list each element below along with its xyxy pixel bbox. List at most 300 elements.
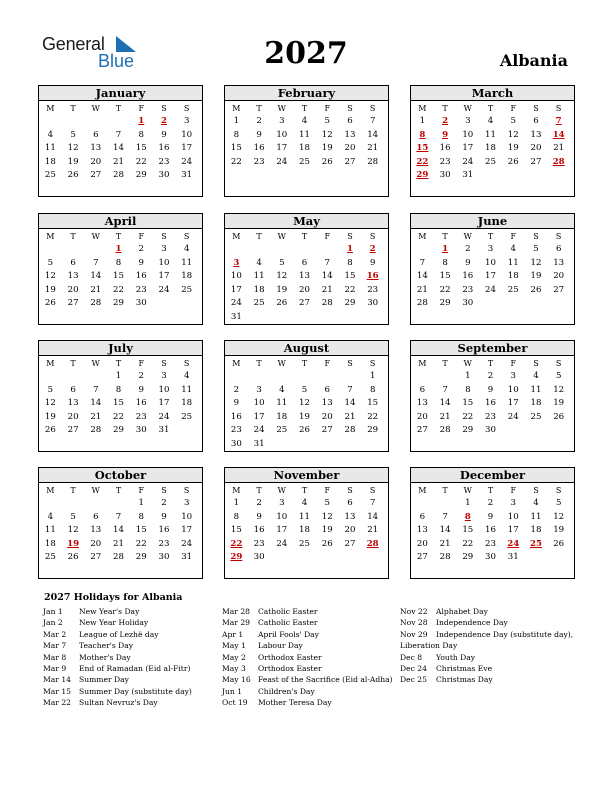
holiday-name: Orthodox Easter xyxy=(258,652,322,662)
month-name: October xyxy=(39,468,202,483)
day-cell: 14 xyxy=(439,398,451,408)
day-cell: 24 xyxy=(181,538,193,549)
day-cell: 13 xyxy=(90,143,102,153)
day-cell: 29 xyxy=(367,425,379,435)
day-cell: 27 xyxy=(530,156,542,167)
weekday-label: S xyxy=(161,359,167,368)
weekday-label: S xyxy=(347,486,353,495)
day-cell: 10 xyxy=(276,511,288,522)
day-cell: 29 xyxy=(439,298,451,308)
empty-day-cell xyxy=(293,370,316,384)
holiday-date: May 2 xyxy=(222,652,246,662)
day-cell: 13 xyxy=(67,271,79,281)
day-cell: 26 xyxy=(530,284,542,295)
day-cell: 26 xyxy=(44,425,56,435)
day-cell: 10 xyxy=(158,384,170,395)
holiday-day-cell: 7 xyxy=(555,116,562,126)
week-row xyxy=(39,297,202,311)
day-cell: 28 xyxy=(439,425,451,435)
day-cell: 16 xyxy=(485,525,496,535)
week-row xyxy=(225,142,388,156)
day-cell: 5 xyxy=(510,116,516,126)
day-cell: 4 xyxy=(510,244,516,254)
day-cell: 9 xyxy=(256,511,262,522)
weekday-label: F xyxy=(510,486,517,495)
day-cell: 12 xyxy=(67,525,79,535)
week-row xyxy=(225,311,388,325)
day-cell: 4 xyxy=(487,116,494,126)
day-cell: 18 xyxy=(181,271,193,281)
empty-day-cell xyxy=(502,169,525,183)
week-row xyxy=(411,411,574,425)
day-cell: 4 xyxy=(256,257,262,268)
day-cell: 22 xyxy=(135,156,147,167)
weekday-label: T xyxy=(442,232,448,241)
holiday-date: Jan 2 xyxy=(43,618,63,628)
day-cell: 23 xyxy=(485,411,496,422)
week-row xyxy=(411,524,574,538)
holiday-day-cell: 19 xyxy=(67,538,80,549)
day-cell: 21 xyxy=(344,411,356,422)
empty-day-cell xyxy=(547,551,570,565)
month-name: January xyxy=(39,86,202,101)
day-cell: 17 xyxy=(181,143,193,153)
day-cell: 25 xyxy=(485,156,496,167)
day-cell: 21 xyxy=(367,525,379,535)
day-cell: 21 xyxy=(113,538,124,549)
day-cell: 4 xyxy=(183,371,190,381)
holiday-day-cell: 1 xyxy=(138,116,145,126)
weekday-label: T xyxy=(115,486,122,495)
weekday-label: S xyxy=(369,104,376,113)
holiday-date: Mar 29 xyxy=(222,618,251,628)
weekday-label: T xyxy=(301,232,308,241)
day-cell: 24 xyxy=(158,284,170,295)
weekday-label: W xyxy=(463,486,472,495)
day-cell: 25 xyxy=(299,156,310,167)
holiday-day-cell: 29 xyxy=(230,552,243,562)
day-cell: 9 xyxy=(138,257,144,268)
week-row xyxy=(39,142,202,156)
day-cell: 14 xyxy=(344,398,356,408)
day-cell: 23 xyxy=(462,284,474,295)
day-cell: 23 xyxy=(135,284,147,295)
empty-day-cell xyxy=(293,438,316,452)
holiday-date: Mar 28 xyxy=(222,607,251,616)
day-cell: 5 xyxy=(324,116,330,126)
weekday-label: T xyxy=(442,486,448,495)
day-cell: 9 xyxy=(161,129,167,140)
empty-day-cell xyxy=(270,551,293,565)
month-name: June xyxy=(411,214,574,229)
day-cell: 5 xyxy=(70,129,76,140)
day-cell: 13 xyxy=(299,271,310,281)
week-row xyxy=(411,384,574,398)
day-cell: 27 xyxy=(90,552,102,562)
day-cell: 22 xyxy=(113,284,124,295)
day-cell: 28 xyxy=(90,298,102,308)
day-cell: 18 xyxy=(530,398,542,408)
day-cell: 21 xyxy=(439,538,451,549)
weekday-label: W xyxy=(91,104,100,113)
holidays-title: 2027 Holidays for Albania xyxy=(44,592,183,603)
day-cell: 20 xyxy=(321,411,333,422)
weekday-label: M xyxy=(232,104,241,113)
day-cell: 21 xyxy=(416,284,428,295)
holiday-name: Orthodox Easter xyxy=(258,663,322,673)
weekday-label: M xyxy=(232,486,241,495)
week-row xyxy=(225,524,388,538)
empty-day-cell xyxy=(479,169,502,183)
day-cell: 23 xyxy=(158,538,170,549)
weekday-label: M xyxy=(418,359,427,368)
week-row xyxy=(225,384,388,398)
day-cell: 16 xyxy=(439,143,451,153)
day-cell: 16 xyxy=(485,398,496,408)
empty-day-cell xyxy=(39,115,62,129)
day-cell: 14 xyxy=(439,525,451,535)
day-cell: 15 xyxy=(439,271,451,281)
holiday-entry xyxy=(222,617,393,628)
empty-day-cell xyxy=(339,438,362,452)
day-cell: 3 xyxy=(161,244,167,254)
weekday-label: M xyxy=(418,486,427,495)
day-cell: 5 xyxy=(324,498,330,508)
day-cell: 12 xyxy=(299,398,310,408)
day-cell: 13 xyxy=(530,129,542,140)
holiday-name: Children's Day xyxy=(258,686,315,696)
day-cell: 22 xyxy=(462,411,474,422)
holiday-entry xyxy=(222,606,393,617)
holiday-date: Mar 8 xyxy=(43,652,67,662)
holiday-entry xyxy=(43,629,192,640)
weekday-label: F xyxy=(138,232,145,241)
day-cell: 17 xyxy=(158,271,170,281)
day-cell: 21 xyxy=(553,143,565,153)
day-cell: 6 xyxy=(93,129,99,140)
weekday-label: F xyxy=(510,104,517,113)
day-cell: 24 xyxy=(485,284,496,295)
day-cell: 21 xyxy=(321,284,333,295)
weekday-label: W xyxy=(91,232,100,241)
empty-day-cell xyxy=(248,370,271,384)
empty-day-cell xyxy=(62,243,85,257)
day-cell: 20 xyxy=(67,411,79,422)
empty-day-cell xyxy=(153,297,176,311)
day-cell: 12 xyxy=(321,511,333,522)
weekday-label: S xyxy=(555,486,562,495)
day-cell: 17 xyxy=(276,525,288,535)
day-cell: 24 xyxy=(253,425,265,435)
day-cell: 22 xyxy=(113,411,124,422)
empty-day-cell xyxy=(316,551,339,565)
day-cell: 31 xyxy=(181,552,193,562)
month-name: July xyxy=(39,341,202,356)
day-cell: 4 xyxy=(301,116,308,126)
day-cell: 7 xyxy=(442,511,448,522)
day-cell: 17 xyxy=(485,271,496,281)
empty-day-cell xyxy=(225,370,248,384)
day-cell: 30 xyxy=(485,425,496,435)
day-cell: 17 xyxy=(462,143,474,153)
day-cell: 2 xyxy=(233,384,240,395)
week-row xyxy=(411,297,574,311)
day-cell: 7 xyxy=(442,384,448,395)
day-cell: 18 xyxy=(276,411,288,422)
day-cell: 27 xyxy=(299,298,310,308)
day-cell: 27 xyxy=(344,538,356,549)
empty-day-cell xyxy=(248,311,271,325)
weekday-label: T xyxy=(115,232,122,241)
day-cell: 30 xyxy=(439,170,451,180)
day-cell: 5 xyxy=(47,257,54,268)
holiday-date: Dec 25 xyxy=(400,675,427,685)
week-row xyxy=(411,156,574,170)
empty-day-cell xyxy=(502,424,525,438)
day-cell: 27 xyxy=(67,425,79,435)
empty-day-cell xyxy=(293,551,316,565)
day-cell: 3 xyxy=(487,244,494,254)
day-cell: 9 xyxy=(233,398,240,408)
holiday-day-cell: 16 xyxy=(366,271,379,281)
day-cell: 1 xyxy=(233,116,240,126)
holiday-entry xyxy=(400,674,573,685)
day-cell: 30 xyxy=(485,552,496,562)
day-cell: 11 xyxy=(276,398,288,408)
day-cell: 29 xyxy=(462,425,474,435)
weekday-label: T xyxy=(487,359,494,368)
holiday-day-cell: 22 xyxy=(230,538,243,549)
day-cell: 10 xyxy=(485,257,496,268)
day-cell: 15 xyxy=(230,143,242,153)
day-cell: 3 xyxy=(510,371,516,381)
month-september xyxy=(410,340,575,452)
day-cell: 15 xyxy=(113,398,124,408)
day-cell: 25 xyxy=(44,170,56,180)
holidays-column xyxy=(43,606,192,709)
weekday-label: S xyxy=(533,359,539,368)
holiday-entry xyxy=(222,640,393,651)
holiday-entry xyxy=(222,629,393,640)
week-row xyxy=(411,129,574,143)
weekday-label: F xyxy=(510,359,517,368)
week-row xyxy=(225,497,388,511)
empty-day-cell xyxy=(107,497,130,511)
empty-day-cell xyxy=(270,370,293,384)
holiday-entry xyxy=(400,629,573,640)
weekday-label: T xyxy=(301,359,308,368)
empty-day-cell xyxy=(293,311,316,325)
day-cell: 21 xyxy=(90,284,102,295)
day-cell: 20 xyxy=(416,411,428,422)
day-cell: 27 xyxy=(67,298,79,308)
day-cell: 4 xyxy=(183,244,190,254)
day-cell: 20 xyxy=(416,538,428,549)
week-row xyxy=(411,551,574,565)
day-cell: 9 xyxy=(369,257,376,268)
empty-day-cell xyxy=(39,497,62,511)
holiday-name: Catholic Easter xyxy=(258,607,318,616)
day-cell: 25 xyxy=(181,284,193,295)
weekday-label: W xyxy=(91,359,100,368)
day-cell: 14 xyxy=(321,271,333,281)
weekday-label: T xyxy=(487,104,494,113)
weekday-label: S xyxy=(347,104,353,113)
week-row xyxy=(411,511,574,525)
empty-day-cell xyxy=(175,424,198,438)
weekday-label: F xyxy=(138,359,145,368)
month-june xyxy=(410,213,575,325)
day-cell: 18 xyxy=(44,538,56,549)
day-cell: 9 xyxy=(138,384,144,395)
holiday-name: Christmas Day xyxy=(436,675,493,685)
empty-day-cell xyxy=(62,115,85,129)
day-cell: 30 xyxy=(230,438,242,449)
holiday-entry xyxy=(43,640,192,651)
weekday-label: M xyxy=(232,232,241,241)
week-row xyxy=(225,297,388,311)
day-cell: 19 xyxy=(67,156,79,167)
weekday-label: S xyxy=(533,104,539,113)
day-cell: 16 xyxy=(135,271,147,281)
week-row xyxy=(39,424,202,438)
holiday-name: Sultan Nevruz's Day xyxy=(79,698,158,708)
day-cell: 14 xyxy=(113,143,124,153)
holiday-day-cell: 2 xyxy=(160,116,167,126)
day-cell: 31 xyxy=(462,170,474,180)
day-cell: 2 xyxy=(465,244,471,254)
weekday-label: T xyxy=(256,359,262,368)
week-row xyxy=(225,411,388,425)
holiday-date: Apr 1 xyxy=(222,629,244,639)
day-cell: 3 xyxy=(256,384,262,395)
holiday-name: Summer Day xyxy=(79,675,129,685)
day-cell: 5 xyxy=(279,257,285,268)
week-row xyxy=(39,411,202,425)
day-cell: 8 xyxy=(369,384,376,395)
day-cell: 4 xyxy=(301,498,308,508)
day-cell: 2 xyxy=(161,498,167,508)
day-cell: 11 xyxy=(181,384,193,395)
weekday-label: T xyxy=(70,359,76,368)
day-cell: 30 xyxy=(462,298,474,308)
week-row xyxy=(225,115,388,129)
day-cell: 10 xyxy=(462,129,474,140)
day-cell: 23 xyxy=(135,411,147,422)
day-cell: 16 xyxy=(230,411,242,422)
holiday-name: Christmas Eve xyxy=(436,663,493,673)
day-cell: 6 xyxy=(93,511,99,522)
holiday-day-cell: 28 xyxy=(552,156,565,167)
page-title-year: 2027 xyxy=(264,36,348,71)
day-cell: 12 xyxy=(507,129,519,140)
week-row xyxy=(225,438,388,452)
day-cell: 28 xyxy=(113,170,124,180)
day-cell: 18 xyxy=(507,271,519,281)
day-cell: 15 xyxy=(135,525,147,535)
holiday-entry xyxy=(222,652,393,663)
month-november xyxy=(224,467,389,579)
empty-day-cell xyxy=(270,438,293,452)
week-row xyxy=(225,551,388,565)
day-cell: 7 xyxy=(419,257,426,268)
week-row xyxy=(225,284,388,298)
week-row xyxy=(39,384,202,398)
empty-day-cell xyxy=(175,297,198,311)
weekday-label: S xyxy=(183,232,190,241)
day-cell: 30 xyxy=(135,298,147,308)
day-cell: 17 xyxy=(507,525,519,535)
holiday-date: Mar 14 xyxy=(43,675,72,685)
day-cell: 14 xyxy=(416,271,428,281)
empty-day-cell xyxy=(547,424,570,438)
holiday-entry xyxy=(222,674,393,685)
month-february xyxy=(224,85,389,197)
weekday-label: W xyxy=(277,486,286,495)
day-cell: 20 xyxy=(530,143,542,153)
day-cell: 25 xyxy=(44,552,56,562)
empty-day-cell xyxy=(248,243,271,257)
day-cell: 16 xyxy=(158,525,170,535)
week-row xyxy=(411,243,574,257)
day-cell: 3 xyxy=(279,116,285,126)
country-name: Albania xyxy=(499,51,568,70)
day-cell: 10 xyxy=(507,384,519,395)
day-cell: 29 xyxy=(462,552,474,562)
day-cell: 10 xyxy=(181,511,193,522)
day-cell: 13 xyxy=(344,129,356,140)
weekday-label: S xyxy=(161,104,167,113)
day-cell: 13 xyxy=(90,525,102,535)
day-cell: 3 xyxy=(183,116,190,126)
day-cell: 26 xyxy=(299,425,310,435)
empty-day-cell xyxy=(361,438,384,452)
day-cell: 29 xyxy=(113,425,124,435)
day-cell: 8 xyxy=(115,384,122,395)
day-cell: 23 xyxy=(158,156,170,167)
week-row xyxy=(411,424,574,438)
day-cell: 24 xyxy=(158,411,170,422)
day-cell: 14 xyxy=(113,525,124,535)
holidays-column xyxy=(222,606,393,709)
day-cell: 13 xyxy=(321,398,333,408)
holiday-name: Labour Day xyxy=(258,641,303,651)
day-cell: 20 xyxy=(299,284,310,295)
day-cell: 27 xyxy=(416,425,428,435)
holiday-name: Feast of the Sacrifice (Eid al-Adha) xyxy=(258,675,393,685)
day-cell: 16 xyxy=(462,271,474,281)
holiday-date: Mar 2 xyxy=(43,629,67,639)
weekday-label: W xyxy=(277,232,286,241)
day-cell: 7 xyxy=(347,384,353,395)
day-cell: 30 xyxy=(253,552,265,562)
day-cell: 21 xyxy=(113,156,124,167)
holiday-day-cell: 1 xyxy=(346,244,353,254)
weekday-label: T xyxy=(70,486,76,495)
week-row xyxy=(225,424,388,438)
week-row xyxy=(39,370,202,384)
day-cell: 9 xyxy=(256,129,262,140)
weekday-label: S xyxy=(369,486,376,495)
weekday-label: S xyxy=(533,486,539,495)
holiday-day-cell: 15 xyxy=(416,143,429,153)
holiday-date: Mar 7 xyxy=(43,641,67,651)
weekday-label: S xyxy=(555,359,562,368)
empty-day-cell xyxy=(270,311,293,325)
day-cell: 11 xyxy=(485,129,496,140)
week-row xyxy=(225,511,388,525)
empty-day-cell xyxy=(84,115,107,129)
